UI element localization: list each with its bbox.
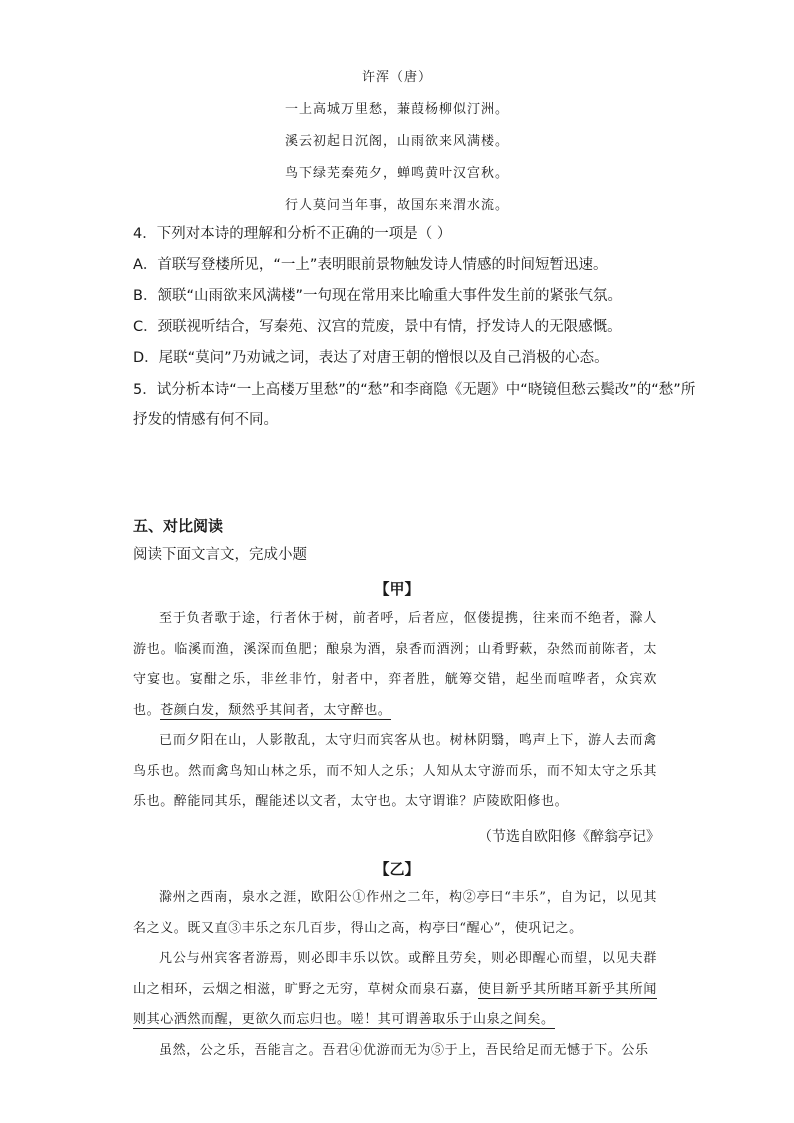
- passage-label-yi: 【乙】: [374, 860, 420, 878]
- underlined-sentence: 嗟！其可谓善取乐于山泉之间矣。: [350, 1012, 555, 1027]
- question-4-option-b: B．颔联“山雨欲来风满楼”一句现在常用来比喻重大事件发生前的紧张气氛。: [133, 288, 622, 304]
- passage-paragraph: [133, 604, 657, 726]
- passage-paragraph: [133, 944, 657, 1036]
- passage-source: （节选自欧阳修《醉翁亭记》: [478, 829, 660, 845]
- poem-line: 一上高城万里愁，蒹葭杨柳似汀洲。: [284, 102, 509, 117]
- section-heading: 五、对比阅读: [133, 517, 224, 535]
- question-4-option-c: C．颈联视听结合，写秦苑、汉宫的荒废，景中有情，抒发诗人的无限感慨。: [133, 319, 622, 335]
- poem-line: 行人莫问当年事，故国东来渭水流。: [284, 198, 509, 213]
- question-5-line: 抒发的情感有何不同。: [133, 412, 278, 428]
- question-4-stem: 4．下列对本诗的理解和分析不正确的一项是（ ）: [133, 226, 452, 242]
- passage-text: 凡公与州宾客者游焉，则必即丰乐以饮。或醉且劳矣，则必即醒心而望，以见夫群山之相环，云烟之相滋，旷野之无穷，草树众而泉石嘉，: [133, 951, 657, 997]
- passage-paragraph: 虽然，公之乐，吾能言之。吾君④优游而无为⑤于上，吾民给足而无憾于下。公乐: [159, 1042, 649, 1058]
- passage-paragraph: 滁州之西南，泉水之涯，欧阳公①作州之二年，构②亭曰“丰乐”，自为记，以见其名之义。既又直③丰乐之东几百步，得山之高，构亭曰“醒心”，使巩记之。: [133, 890, 657, 936]
- passage-jia: [133, 604, 657, 818]
- section-instruction: 阅读下面文言文，完成小题: [133, 547, 307, 563]
- question-4-option-d: D．尾联“莫问”乃劝诫之词，表达了对唐王朝的憎恨以及自己消极的心态。: [133, 350, 609, 366]
- question-4-option-a: A．首联写登楼所见，“一上”表明眼前景物触发诗人情感的时间短暂迅速。: [133, 257, 608, 273]
- poem-line: 鸟下绿芜秦苑夕，蝉鸣黄叶汉宫秋。: [284, 166, 509, 181]
- passage-text: 至于负者歌于途，行者休于树，前者呼，后者应，伛偻提携，往来而不绝者，滁人游也。临溪而渔，溪深而鱼肥；酿泉为酒，泉香而酒洌；山肴野蔌，杂然而前陈者，太守宴也。宴酣之乐，非丝非竹，射者中，弈者胜，觥筹交错，起坐而喧哗者，众宾欢也。: [133, 611, 657, 718]
- poem-title: 许浑（唐）: [361, 70, 432, 85]
- underlined-sentence: 苍颜白发，颓然乎其间者，太守醉也。: [160, 702, 392, 718]
- passage-paragraph: 已而夕阳在山，人影散乱，太守归而宾客从也。树林阴翳，鸣声上下，游人去而禽鸟乐也。然而禽鸟知山林之乐，而不知人之乐；人知从太守游而乐，而不知太守之乐其乐也。醉能同其乐，醒能述以文者，太守也。太守谓谁？庐陵欧阳修也。: [133, 733, 657, 809]
- passage-label-jia: 【甲】: [374, 580, 420, 598]
- poem-line: 溪云初起日沉阁，山雨欲来风满楼。: [284, 134, 509, 149]
- underlined-sentence: 使目新乎其所睹耳新乎其所闻则其心洒然而醒，更欲久而忘归也。: [133, 981, 657, 1027]
- passage-yi: [133, 883, 657, 1066]
- question-5-line: 5．试分析本诗“一上高楼万里愁”的“愁”和李商隐《无题》中“晓镜但愁云鬓改”的“愁”所: [133, 382, 696, 398]
